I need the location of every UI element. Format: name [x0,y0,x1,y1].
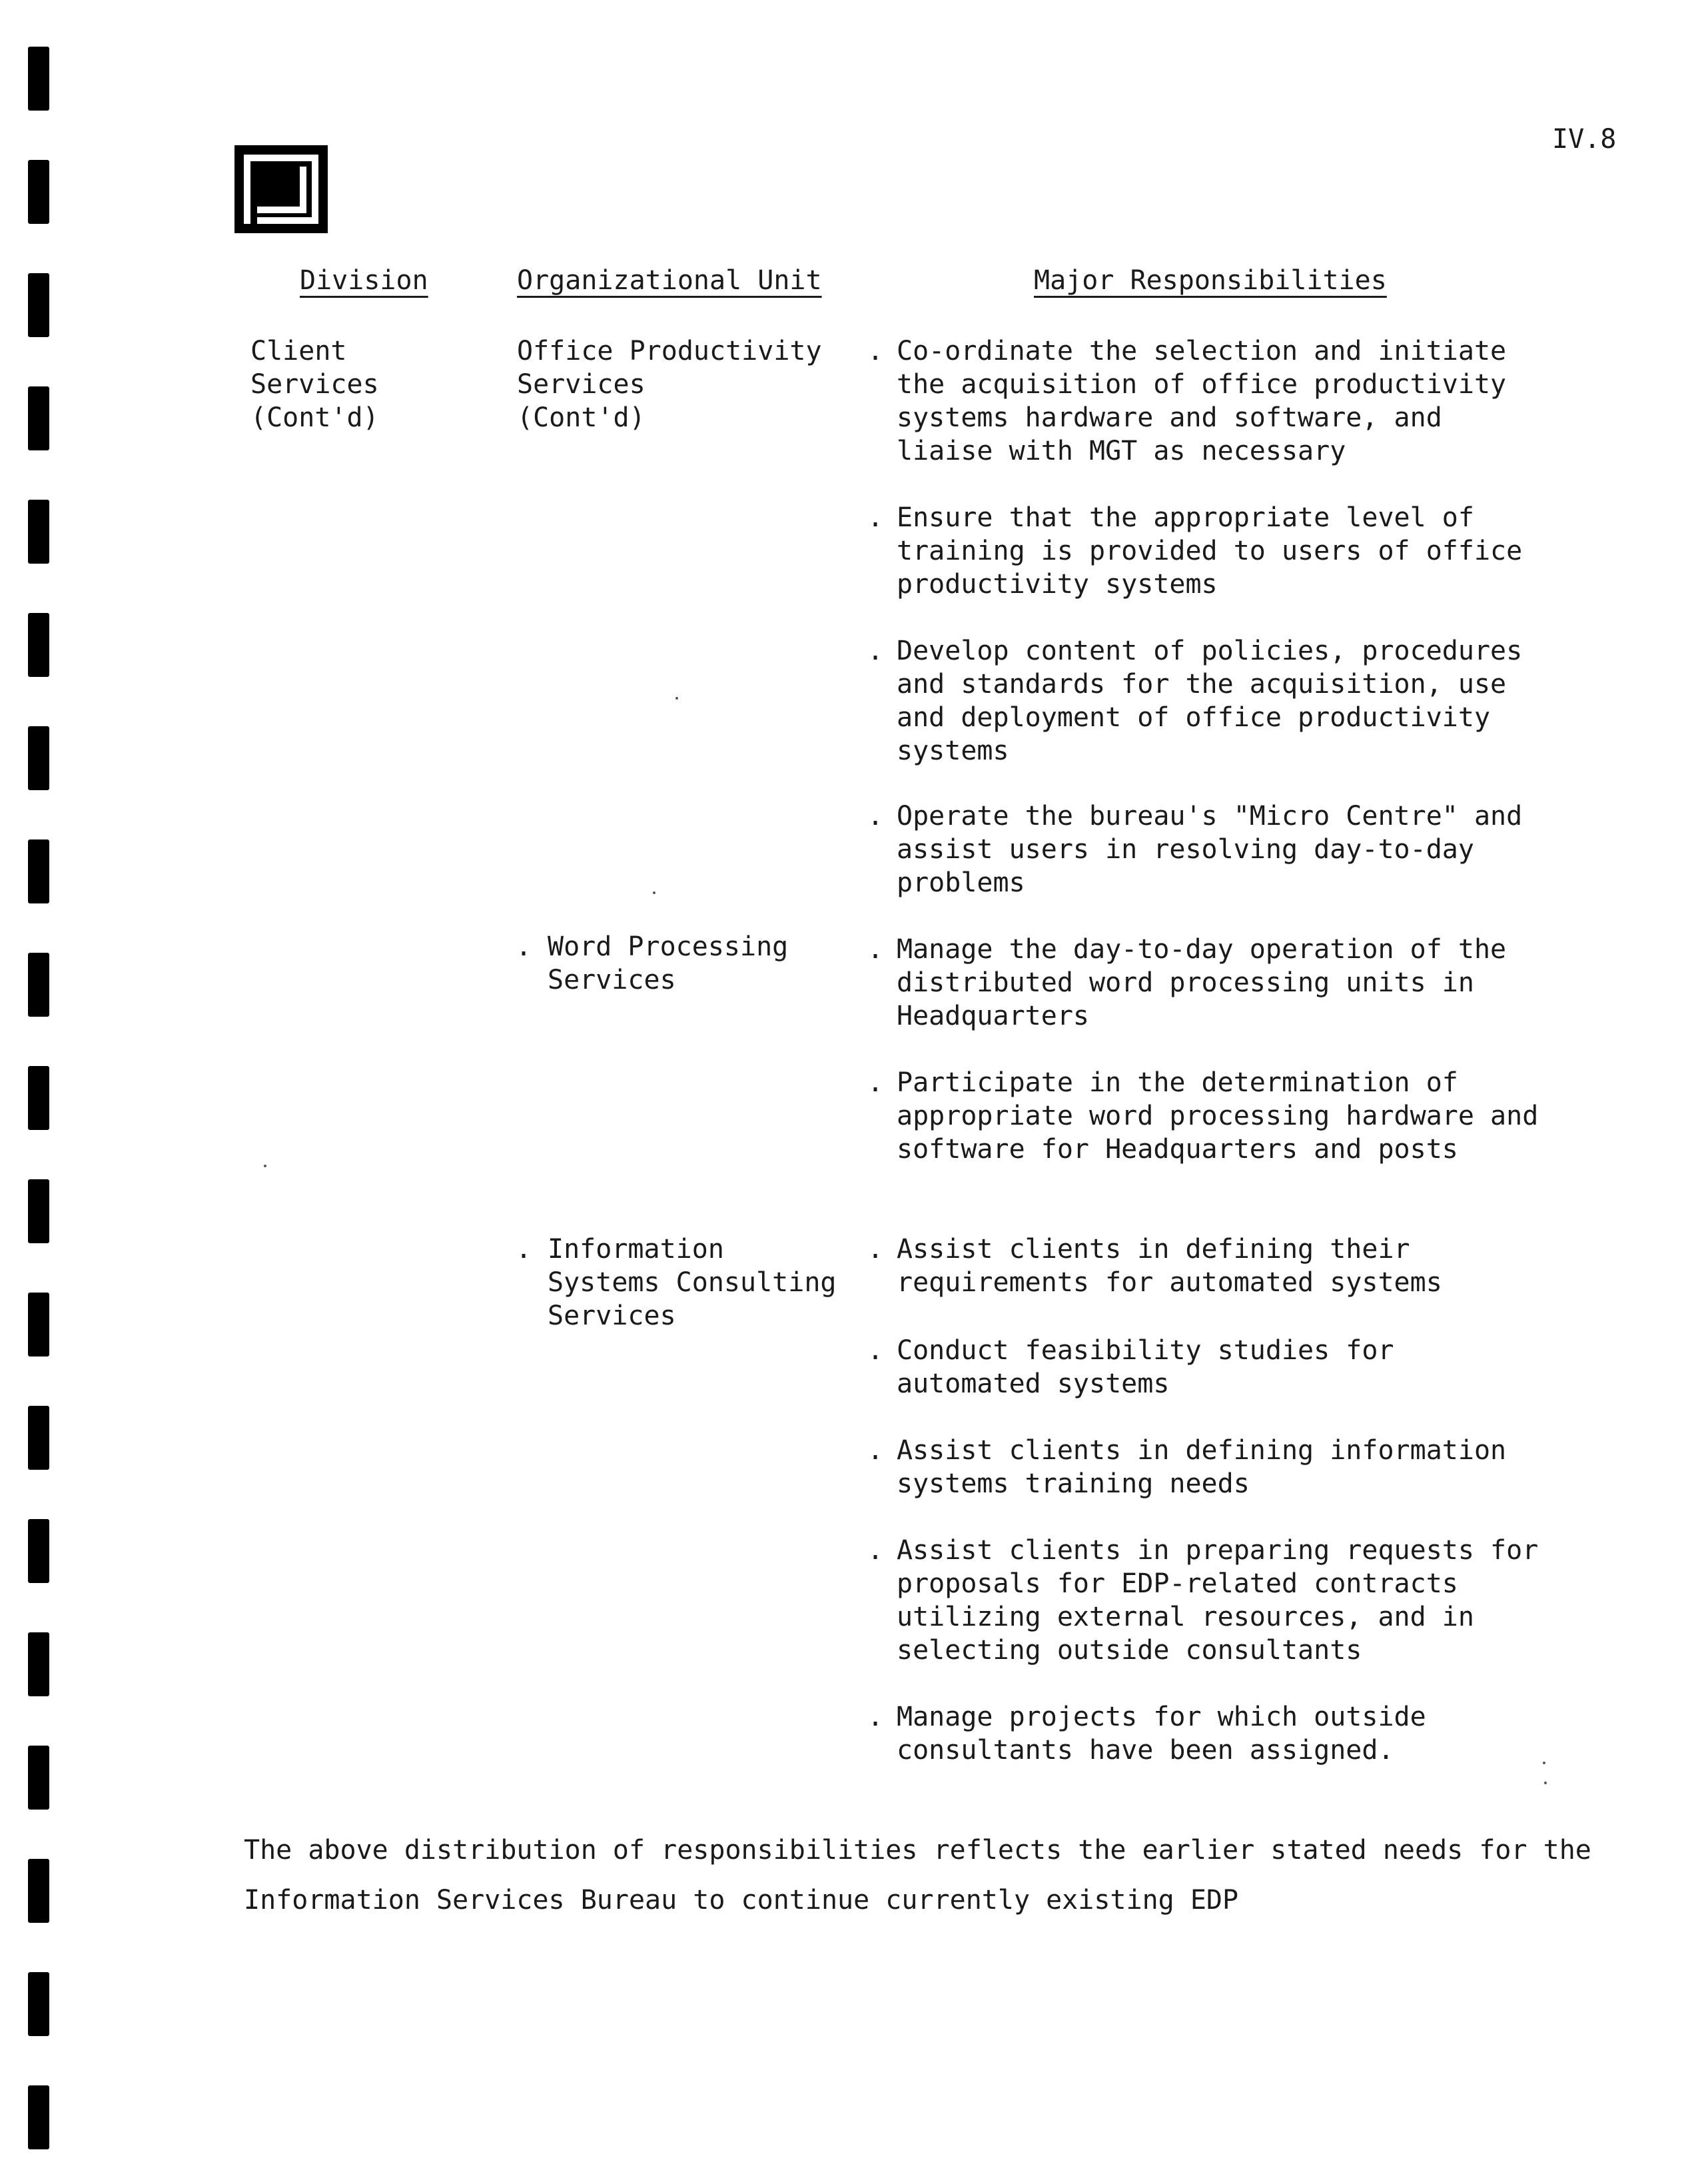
bullet: . [867,336,884,366]
binder-hole [28,273,49,337]
bullet: . [867,801,884,831]
unit-bullet: . [516,1234,532,1265]
closing-paragraph: The above distribution of responsibilities reflects the earlier stated needs for the Information Services Bureau to continue currently existing EDP [244,1835,1591,1915]
responsibility-item: Develop content of policies, procedures and standards for the acquisition, use and deployment of office productivity systems [897,636,1523,766]
binder-hole [28,1972,49,2036]
responsibility-item: Conduct feasibility studies for automated systems [897,1335,1394,1399]
bullet: . [867,1535,884,1566]
binder-hole [28,1293,49,1357]
square-spiral-logo-icon [234,145,328,233]
binder-hole [28,839,49,903]
binder-hole [28,1632,49,1696]
scan-speck [653,891,655,894]
binder-hole [28,1859,49,1923]
binder-hole [28,1519,49,1583]
header-org-unit: Organizational Unit [517,265,822,296]
bullet: . [867,1067,884,1098]
bullet: . [867,1435,884,1466]
bullet: . [867,1234,884,1265]
binder-hole [28,2085,49,2149]
header-division: Division [300,265,428,296]
binder-hole [28,1746,49,1810]
scan-speck [1544,1782,1547,1784]
division-name: Client Services (Cont'd) [250,336,379,433]
binder-hole [28,47,49,111]
responsibility-item: Manage projects for which outside consultants have been assigned. [897,1702,1426,1766]
binder-hole [28,386,49,450]
bullet: . [867,1335,884,1366]
responsibility-item: Manage the day-to-day operation of the distributed word processing units in Headquarters [897,934,1507,1031]
binder-hole [28,1179,49,1243]
responsibility-item: Assist clients in defining information systems training needs [897,1435,1507,1499]
scan-speck [264,1165,266,1167]
bullet: . [867,636,884,666]
page-number: IV.8 [1552,124,1617,155]
binder-hole [28,613,49,677]
unit-bullet: . [516,931,532,962]
binder-hole [28,1406,49,1470]
unit-name: Office Productivity Services (Cont'd) [517,336,822,433]
responsibility-item: Participate in the determination of appropriate word processing hardware and software for Headquarters and posts [897,1067,1539,1165]
bullet: . [867,502,884,533]
unit-name: Word Processing Services [548,931,789,995]
responsibility-item: Assist clients in preparing requests for proposals for EDP-related contracts utilizing external resources, and in selecting outside consultants [897,1535,1539,1666]
binder-hole [28,726,49,790]
header-responsibilities: Major Responsibilities [1034,265,1387,296]
scan-speck [675,697,678,700]
responsibility-item: Operate the bureau's "Micro Centre" and assist users in resolving day-to-day problems [897,801,1523,898]
binder-hole [28,1066,49,1130]
scan-speck [1543,1762,1545,1764]
bullet: . [867,1702,884,1732]
binder-hole [28,500,49,564]
binder-hole [28,160,49,224]
responsibility-item: Assist clients in defining their requirements for automated systems [897,1234,1442,1298]
binder-hole [28,953,49,1017]
bullet: . [867,934,884,965]
responsibility-item: Ensure that the appropriate level of training is provided to users of office productivity systems [897,502,1523,600]
responsibility-item: Co-ordinate the selection and initiate the acquisition of office productivity systems hardware and software, and liaise with MGT as necessary [897,336,1507,466]
unit-name: Information Systems Consulting Services [548,1234,837,1331]
